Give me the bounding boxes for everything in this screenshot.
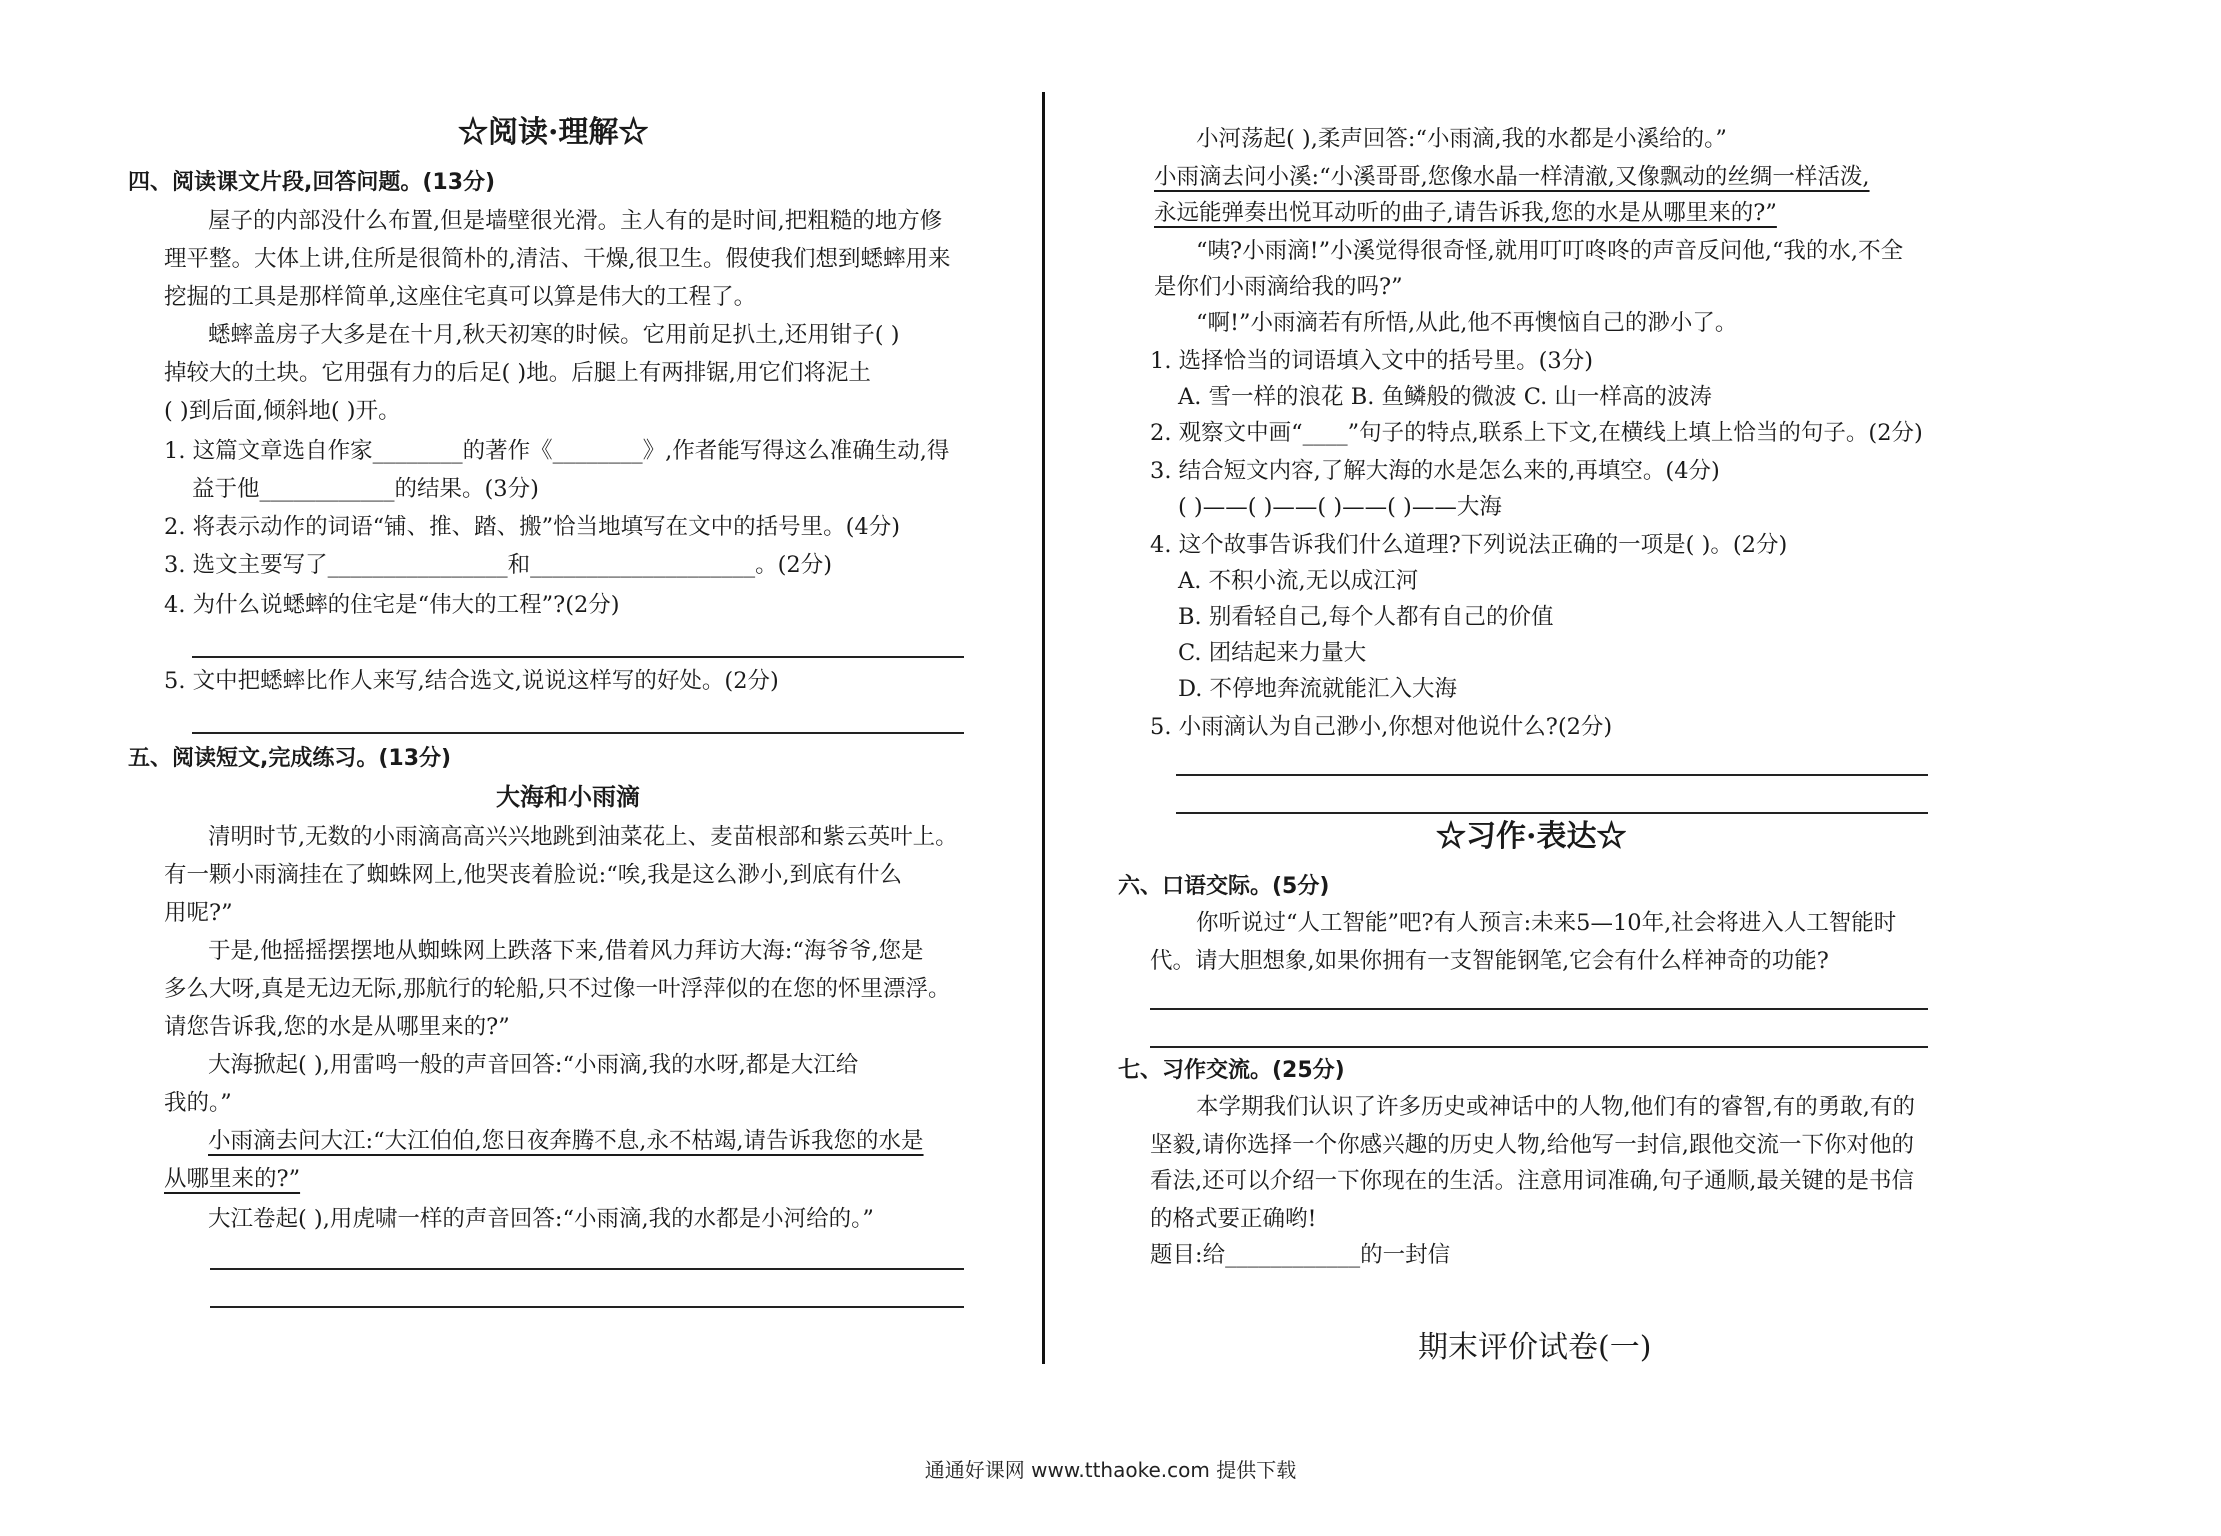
story-line: 于是,他摇摇摆摆地从蜘蛛网上跌落下来,借着风力拜访大海:“海爷爷,您是 — [208, 938, 924, 964]
section-7-title: 七、习作交流。(25分) — [1118, 1058, 1345, 1083]
footer-credit: 通通好课网 www.tthaoke.com 提供下载 — [924, 1458, 1297, 1482]
s5-question-3: 3. 结合短文内容,了解大海的水是怎么来的,再填空。(4分) — [1150, 458, 1720, 484]
s5-question-4-option: C. 团结起来力量大 — [1178, 640, 1367, 666]
s7-text-line: 本学期我们认识了许多历史或神话中的人物,他们有的睿智,有的勇敢,有的 — [1196, 1094, 1915, 1120]
story-title: 大海和小雨滴 — [496, 782, 640, 811]
s4-question-4: 4. 为什么说蟋蟀的住宅是“伟大的工程”?(2分) — [164, 592, 620, 618]
s4-question-2: 2. 将表示动作的词语“铺、推、踏、搬”恰当地填写在文中的括号里。(4分) — [164, 514, 900, 540]
s4-para1-line3: 挖掘的工具是那样简单,这座住宅真可以算是伟大的工程了。 — [164, 284, 757, 310]
s6-text-line: 代。请大胆想象,如果你拥有一支智能钢笔,它会有什么样神奇的功能? — [1150, 948, 1829, 974]
story-line: 大江卷起( ),用虎啸一样的声音回答:“小雨滴,我的水都是小河给的。” — [208, 1206, 874, 1232]
s4-para1-line2: 理平整。大体上讲,住所是很简朴的,清洁、干燥,很卫生。假使我们想到蟋蟀用来 — [164, 246, 951, 272]
story-line: 是你们小雨滴给我的吗?” — [1154, 274, 1403, 300]
story-line: 有一颗小雨滴挂在了蜘蛛网上,他哭丧着脸说:“唉,我是这么渺小,到底有什么 — [164, 862, 903, 888]
s6-text-line: 你听说过“人工智能”吧?有人预言:未来5—10年,社会将进入人工智能时 — [1196, 910, 1897, 936]
s7-text-line: 坚毅,请你选择一个你感兴趣的历史人物,给他写一封信,跟他交流一下你对他的 — [1150, 1132, 1914, 1158]
answer-line[interactable] — [210, 1268, 964, 1270]
s7-text-line: 的格式要正确哟! — [1150, 1206, 1317, 1232]
s5-question-4-option: A. 不积小流,无以成江河 — [1178, 568, 1419, 594]
answer-line[interactable] — [1176, 812, 1928, 814]
story-underlined-sentence: 小雨滴去问小溪:“小溪哥哥,您像水晶一样清澈,又像飘动的丝绸一样活泼, — [1154, 164, 1870, 190]
s4-question-1a: 1. 这篇文章选自作家________的著作《________》,作者能写得这么准确生动,得 — [164, 438, 950, 464]
s5-question-4-option: B. 别看轻自己,每个人都有自己的价值 — [1178, 604, 1554, 630]
story-underlined-sentence: 小雨滴去问大江:“大江伯伯,您日夜奔腾不息,永不枯竭,请告诉我您的水是 — [208, 1128, 924, 1154]
s7-text-line: 看法,还可以介绍一下你现在的生活。注意用词准确,句子通顺,最关键的是书信 — [1150, 1168, 1914, 1194]
section-4-title: 四、阅读课文片段,回答问题。(13分) — [128, 170, 496, 195]
s7-topic: 题目:给____________的一封信 — [1150, 1242, 1451, 1268]
reading-heading: ☆阅读·理解☆ — [458, 115, 649, 150]
answer-line[interactable] — [1150, 1046, 1928, 1048]
story-line: “啊!”小雨滴若有所悟,从此,他不再懊恼自己的渺小了。 — [1196, 310, 1738, 336]
s5-question-2: 2. 观察文中画“____”句子的特点,联系上下文,在横线上填上恰当的句子。(2分) — [1150, 420, 1923, 446]
s5-question-5: 5. 小雨滴认为自己渺小,你想对他说什么?(2分) — [1150, 714, 1613, 740]
s4-question-3: 3. 选文主要写了________________和____________________。(2分) — [164, 552, 832, 578]
writing-heading: ☆习作·表达☆ — [1436, 819, 1627, 854]
story-line: “咦?小雨滴!”小溪觉得很奇怪,就用叮叮咚咚的声音反问他,“我的水,不全 — [1196, 238, 1904, 264]
answer-line[interactable] — [192, 656, 964, 658]
answer-line[interactable] — [192, 732, 964, 734]
exam-page-name: 期末评价试卷(一) — [1418, 1330, 1652, 1365]
s4-para2-line1: 蟋蟀盖房子大多是在十月,秋天初寒的时候。它用前足扒土,还用钳子( ) — [208, 322, 900, 348]
answer-line[interactable] — [1150, 1008, 1928, 1010]
s5-question-3-chain: ( )——( )——( )——( )——大海 — [1178, 494, 1502, 520]
story-underlined-sentence: 永远能弹奏出悦耳动听的曲子,请告诉我,您的水是从哪里来的?” — [1154, 200, 1777, 226]
column-divider — [1042, 92, 1045, 1364]
section-5-title: 五、阅读短文,完成练习。(13分) — [128, 746, 452, 771]
story-line: 大海掀起( ),用雷鸣一般的声音回答:“小雨滴,我的水呀,都是大江给 — [208, 1052, 859, 1078]
s4-para1-line1: 屋子的内部没什么布置,但是墙壁很光滑。主人有的是时间,把粗糙的地方修 — [208, 208, 943, 234]
story-line: 小河荡起( ),柔声回答:“小雨滴,我的水都是小溪给的。” — [1196, 126, 1727, 152]
story-line: 我的。” — [164, 1090, 232, 1116]
s5-question-4: 4. 这个故事告诉我们什么道理?下列说法正确的一项是( )。(2分) — [1150, 532, 1788, 558]
s5-question-1: 1. 选择恰当的词语填入文中的括号里。(3分) — [1150, 348, 1593, 374]
s4-para2-line3: ( )到后面,倾斜地( )开。 — [164, 398, 401, 424]
story-underlined-sentence: 从哪里来的?” — [164, 1166, 301, 1192]
s5-question-4-option: D. 不停地奔流就能汇入大海 — [1178, 676, 1458, 702]
section-6-title: 六、口语交际。(5分) — [1118, 874, 1330, 899]
answer-line[interactable] — [1176, 774, 1928, 776]
s4-para2-line2: 掉较大的土块。它用强有力的后足( )地。后腿上有两排锯,用它们将泥土 — [164, 360, 871, 386]
s4-question-5: 5. 文中把蟋蟀比作人来写,结合选文,说说这样写的好处。(2分) — [164, 668, 779, 694]
story-line: 请您告诉我,您的水是从哪里来的?” — [164, 1014, 510, 1040]
s5-question-1-options: A. 雪一样的浪花 B. 鱼鳞般的微波 C. 山一样高的波涛 — [1178, 384, 1712, 410]
story-line: 清明时节,无数的小雨滴高高兴兴地跳到油菜花上、麦苗根部和紫云英叶上。 — [208, 824, 958, 850]
s4-question-1b: 益于他____________的结果。(3分) — [192, 476, 539, 502]
story-line: 用呢?” — [164, 900, 233, 926]
story-line: 多么大呀,真是无边无际,那航行的轮船,只不过像一叶浮萍似的在您的怀里漂浮。 — [164, 976, 951, 1002]
answer-line[interactable] — [210, 1306, 964, 1308]
